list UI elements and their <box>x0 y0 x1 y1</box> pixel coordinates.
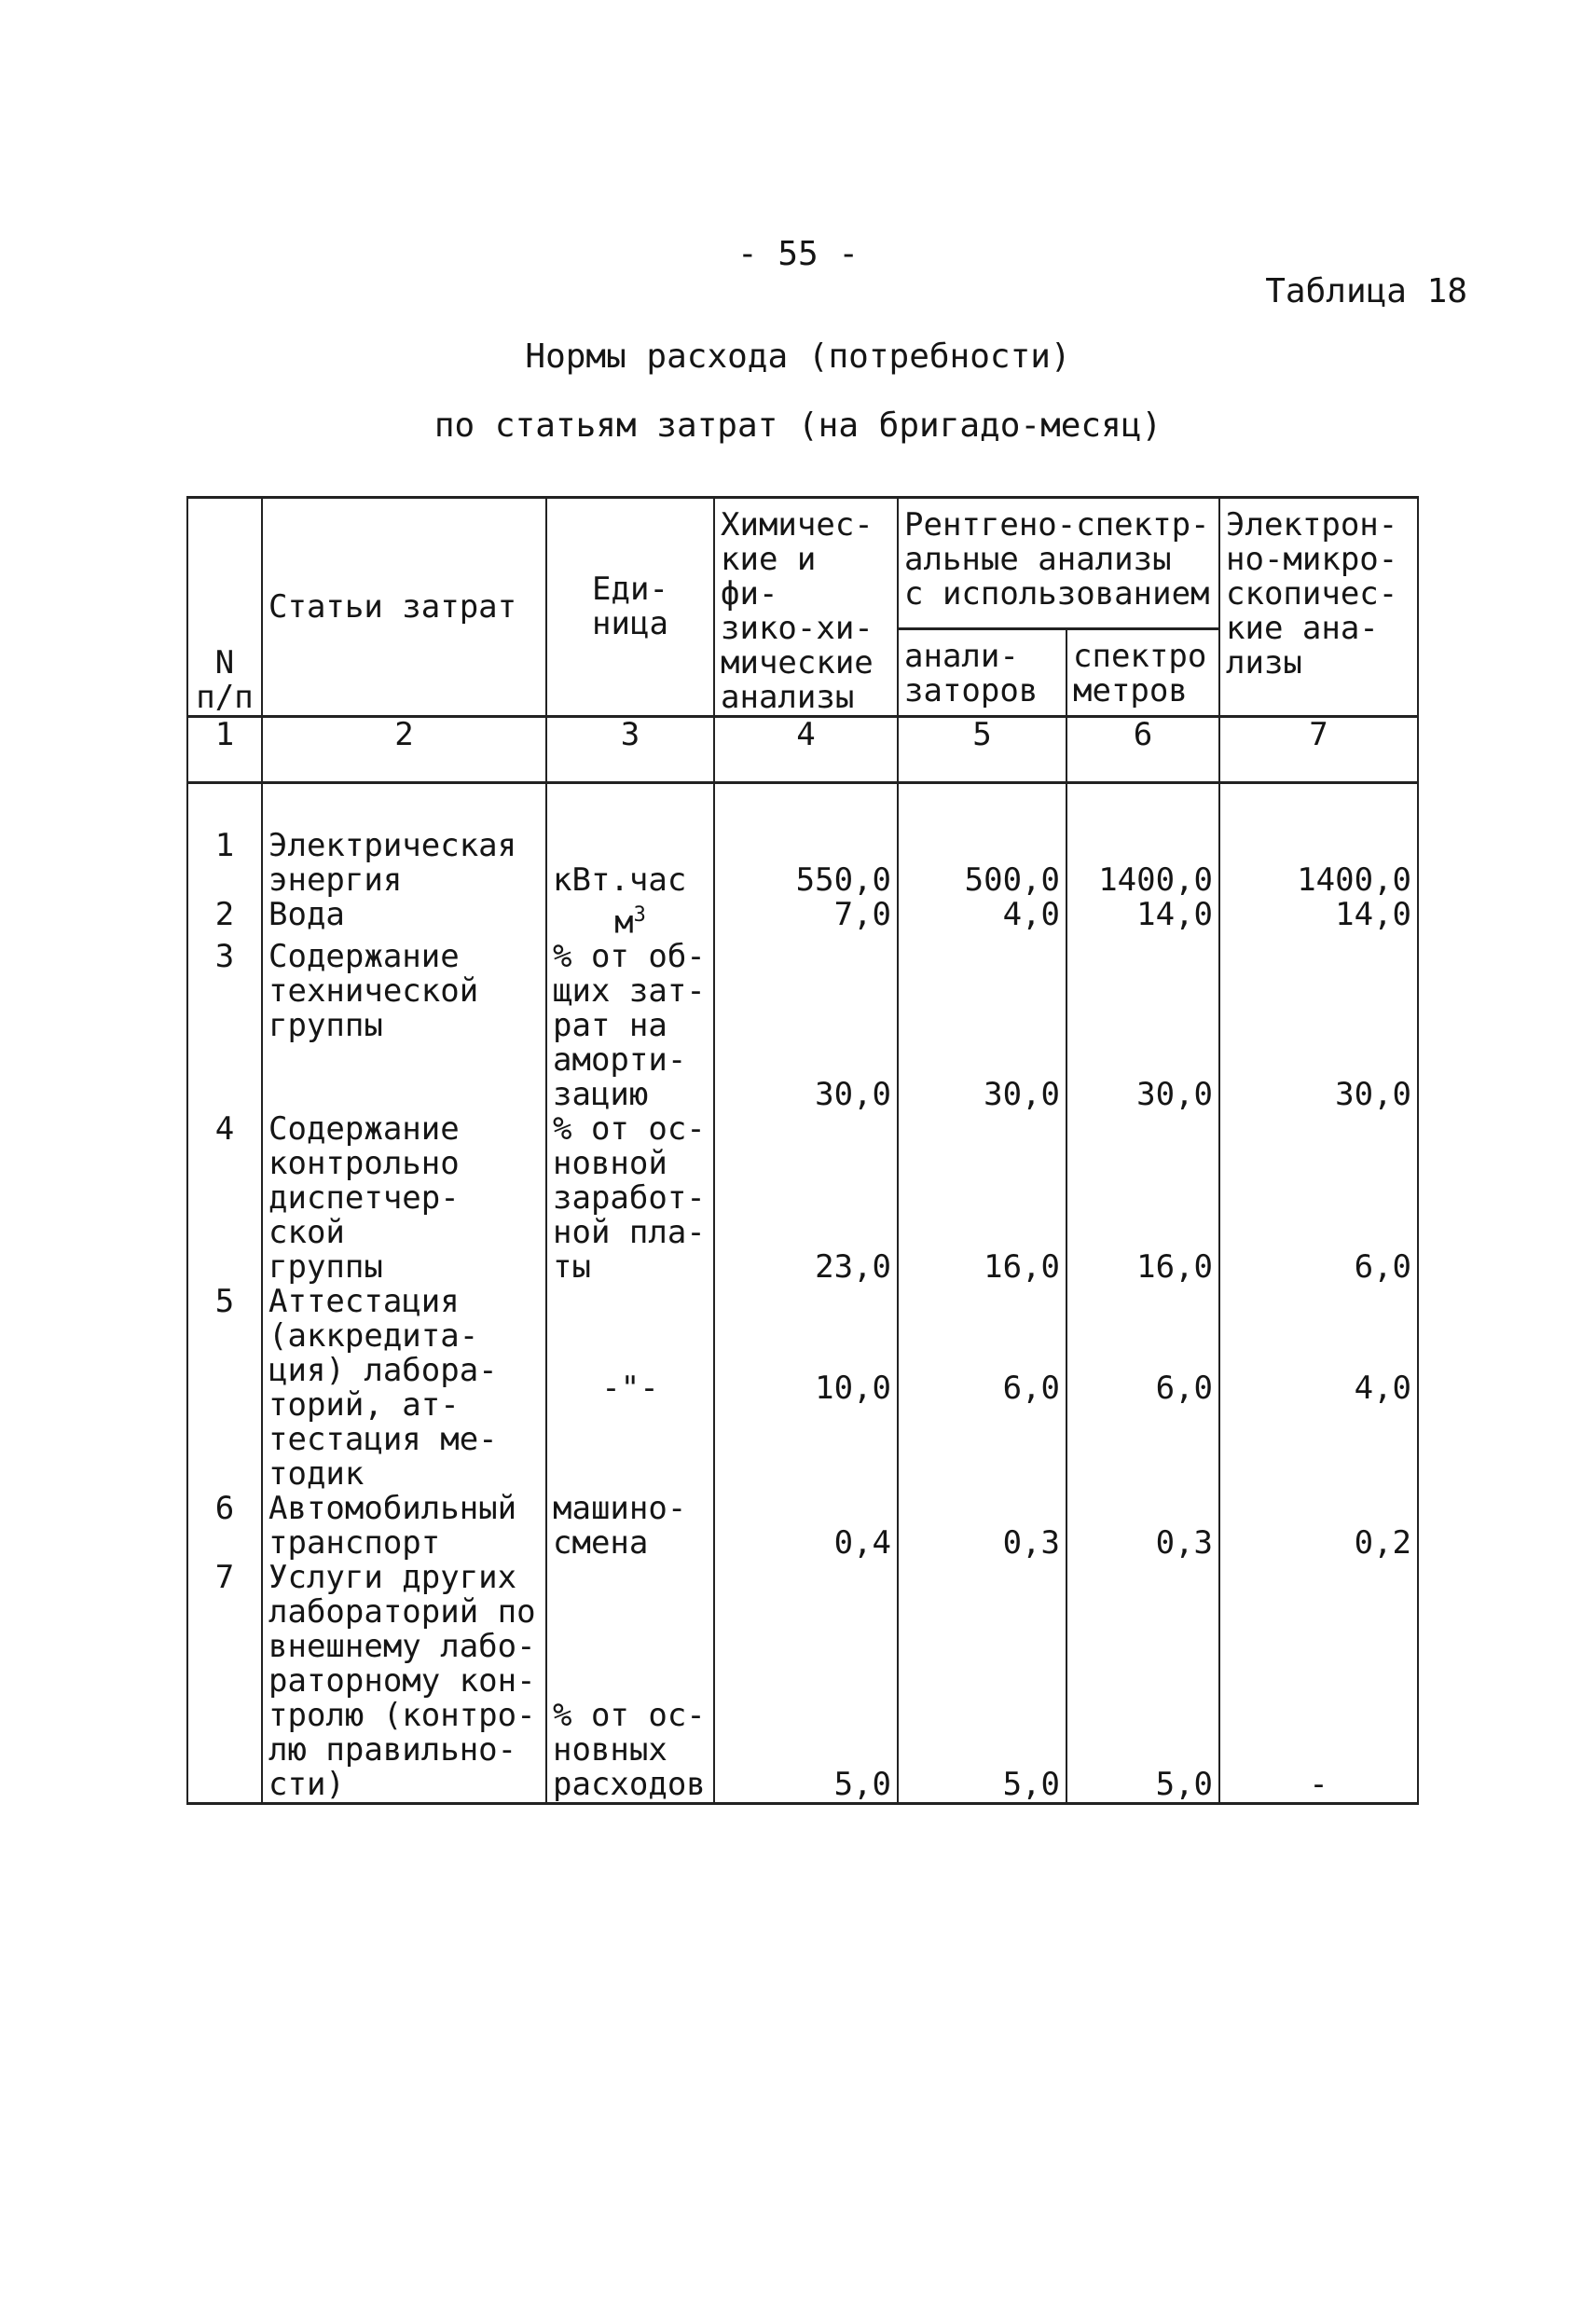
row-value-spectrometers: 16,0 <box>1066 1112 1219 1285</box>
row-value-spectrometers: 1400,0 <box>1066 829 1219 898</box>
row-value-spectrometers: 6,0 <box>1066 1285 1219 1492</box>
table-row <box>187 829 1418 898</box>
row-value-analyzers: 30,0 <box>898 940 1066 1112</box>
row-value-chemical: 10,0 <box>714 1285 898 1492</box>
row-number: 4 <box>187 1112 262 1285</box>
cost-norms-table <box>186 496 1419 1805</box>
row-value-analyzers: 16,0 <box>898 1112 1066 1285</box>
row-number: 2 <box>187 898 262 940</box>
row-unit: машино- смена <box>546 1492 714 1561</box>
row-value-electron: - <box>1219 1561 1418 1804</box>
header-num: N п/п <box>196 644 254 716</box>
row-value-electron: 30,0 <box>1219 940 1418 1112</box>
row-value-analyzers: 6,0 <box>898 1285 1066 1492</box>
row-item: Аттестация (аккредита- ция) лабора- торий, ат- тестация ме- тодик <box>262 1285 546 1492</box>
row-unit-text: м <box>614 903 634 942</box>
row-value-analyzers: 500,0 <box>898 829 1066 898</box>
header-chemical: Химичес- кие и фи- зико-хи- мические анализы <box>721 506 874 716</box>
table-header <box>187 498 1418 717</box>
row-value-chemical: 7,0 <box>714 898 898 940</box>
row-unit-superscript: 3 <box>633 903 646 927</box>
row-value-chemical: 30,0 <box>714 940 898 1112</box>
column-number: 7 <box>1219 717 1418 783</box>
row-unit <box>546 898 714 940</box>
column-number: 5 <box>898 717 1066 783</box>
table-row <box>187 940 1418 1112</box>
page-number: - 55 - <box>736 235 860 273</box>
row-unit: кВт.час <box>546 829 714 898</box>
row-value-electron: 1400,0 <box>1219 829 1418 898</box>
header-analyzers: анали- заторов <box>904 637 1039 709</box>
row-value-electron: 0,2 <box>1219 1492 1418 1561</box>
row-value-chemical: 550,0 <box>714 829 898 898</box>
row-value-analyzers: 5,0 <box>898 1561 1066 1804</box>
row-item: Автомобильный транспорт <box>262 1492 546 1561</box>
header-unit: Еди- ница <box>592 571 668 642</box>
row-value-chemical: 23,0 <box>714 1112 898 1285</box>
table-label: Таблица 18 <box>1265 272 1467 310</box>
row-number: 7 <box>187 1561 262 1804</box>
column-number: 1 <box>187 717 262 783</box>
header-spectrometers: спектро метров <box>1073 637 1207 709</box>
table-title-line-2: по статьям затрат (на бригадо-месяц) <box>433 406 1163 445</box>
table-row <box>187 898 1418 940</box>
row-value-spectrometers: 5,0 <box>1066 1561 1219 1804</box>
column-number-row <box>187 717 1418 783</box>
row-item: Электрическая энергия <box>262 829 546 898</box>
column-number: 6 <box>1066 717 1219 783</box>
row-value-analyzers: 4,0 <box>898 898 1066 940</box>
row-value-electron: 4,0 <box>1219 1285 1418 1492</box>
row-number: 5 <box>187 1285 262 1492</box>
row-value-electron: 14,0 <box>1219 898 1418 940</box>
row-value-analyzers: 0,3 <box>898 1492 1066 1561</box>
row-item: Содержание технической группы <box>262 940 546 1112</box>
row-value-spectrometers: 0,3 <box>1066 1492 1219 1561</box>
header-electron-microscopic: Электрон- но-микро- скопичес- кие ана- лизы <box>1226 506 1398 682</box>
table-row <box>187 1492 1418 1561</box>
row-item: Содержание контрольно диспетчер- ской группы <box>262 1112 546 1285</box>
table-row <box>187 1112 1418 1285</box>
header-xray-spectral: Рентгено-спектр- альные анализы с использованием <box>904 506 1210 613</box>
row-number: 1 <box>187 829 262 898</box>
table-title-line-1: Нормы расхода (потребности) <box>525 337 1071 376</box>
row-value-electron: 6,0 <box>1219 1112 1418 1285</box>
row-unit: % от ос- новной заработ- ной пла- ты <box>546 1112 714 1285</box>
row-item: Вода <box>262 898 546 940</box>
column-number: 3 <box>546 717 714 783</box>
row-value-spectrometers: 14,0 <box>1066 898 1219 940</box>
spacer-row <box>187 783 1418 830</box>
row-value-spectrometers: 30,0 <box>1066 940 1219 1112</box>
column-number: 2 <box>262 717 546 783</box>
row-number: 6 <box>187 1492 262 1561</box>
table-row <box>187 1285 1418 1492</box>
row-value-chemical: 5,0 <box>714 1561 898 1804</box>
header-item: Статьи затрат <box>268 587 517 626</box>
row-unit: % от об- щих зат- рат на аморти- зацию <box>546 940 714 1112</box>
row-unit: % от ос- новных расходов <box>546 1561 714 1804</box>
row-value-chemical: 0,4 <box>714 1492 898 1561</box>
row-item: Услуги других лабораторий по внешнему лабо- раторному кон- тролю (контро- лю правильно- сти) <box>262 1561 546 1804</box>
row-unit: -"- <box>546 1285 714 1492</box>
row-number: 3 <box>187 940 262 1112</box>
column-number: 4 <box>714 717 898 783</box>
table-row <box>187 1561 1418 1804</box>
